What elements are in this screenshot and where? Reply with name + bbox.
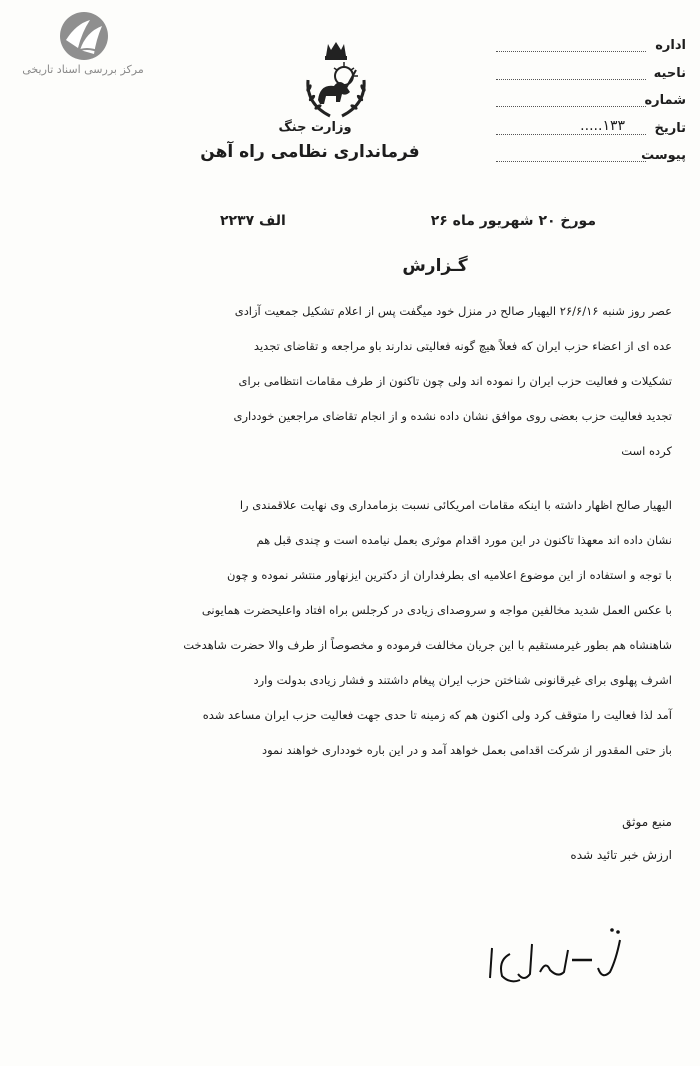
dotted-line [496,134,646,135]
body-paragraph-2 [32,488,672,768]
watermark [8,8,158,80]
meta-row-date [496,119,686,147]
handwritten-signature [480,920,630,1000]
meta-label: پیوست [641,148,686,163]
body-line: تشکیلات و فعالیت حزب ایران را نموده اند ولی چون تاکنون از طرف مقامات انتظامی برای [238,374,672,388]
meta-row-attachment [496,146,686,174]
body-line: کرده است [621,444,672,458]
meta-row-district [496,64,686,92]
report-title: گـزارش [402,256,468,276]
dotted-line [496,51,646,52]
dotted-line [496,161,646,162]
body-line: نشان داده اند معهذا تاکنون در این مورد اقدام موثری بعمل نیامده است و چندی قبل هم [256,533,672,547]
body-line: الیهیار صالح اظهار داشته با اینکه مقامات امریکائی نسبت بزمامداری وی نهایت علاقمندی را [239,498,672,512]
meta-label: اداره [655,38,686,53]
dotted-line [496,79,646,80]
body-line: اشرف پهلوی برای غیرقانونی شناختن حزب ایران پیغام داشتند و فشار زیادی بدولت وارد [253,673,672,687]
body-line: باز حتی المقدور از شرکت اقدامی بعمل خواهد آمد و در این باره خودداری خواهند نمود [261,743,672,757]
book-emblem-icon [56,10,112,62]
lion-and-sun-crown-icon [300,40,372,122]
body-line: عده ای از اعضاء حزب ایران که فعلاً هیچ گونه فعالیتی ندارند باو مراجعه و تقاضای تجدید [253,339,672,353]
meta-label: شماره [644,93,686,108]
body-paragraph-1 [32,294,672,469]
body-line: تجدید فعالیت حزب بعضی روی موافق نشان داده نشده و از انجام تقاضای مراجعین خودداری [233,409,672,423]
meta-row-number [496,91,686,119]
body-line: عصر روز شنبه ۲۶/۶/۱۶ الیهیار صالح در منزل خود میگفت پس از اعلام تشکیل جمعیت آزادی [234,304,672,318]
meta-date-value: ۱۳۳..... [577,118,628,134]
meta-label: ناحیه [653,65,686,81]
report-number: الف ۲۲۳۷ [220,213,286,229]
department-name: فرمانداری نظامی راه آهن [200,142,420,162]
dotted-line [496,106,646,107]
watermark-text: مرکز بررسی اسناد تاریخی [22,63,144,76]
source-note: منبع موثق [622,815,672,829]
meta-fields [496,36,686,174]
body-line: با توجه و استفاده از این موضوع اعلامیه ای بطرفداران از دکترین ایزنهاور منتشر نموده و چون [227,568,672,582]
report-date: مورخ ۲۰ شهریور ماه ۲۶ [430,213,596,229]
body-line: با عکس العمل شدید مخالفین مواجه و سروصدای زیادی در کرجلس براه افتاد واعلیحضرت همایونی [201,603,672,617]
meta-row-office [496,36,686,64]
meta-label: تاریخ [654,120,686,136]
ministry-name: وزارت جنگ [278,120,352,135]
reliability-note: ارزش خبر تائید شده [570,848,672,862]
body-line: آمد لذا فعالیت را متوقف کرد ولی اکنون هم که زمینه تا حدی جهت فعالیت حزب ایران مساعد شده [202,708,672,722]
body-line: شاهنشاه هم بطور غیرمستقیم با این جریان مخالفت فرموده و مخصوصاً از طرف والا حضرت شاهدخت [183,638,672,652]
